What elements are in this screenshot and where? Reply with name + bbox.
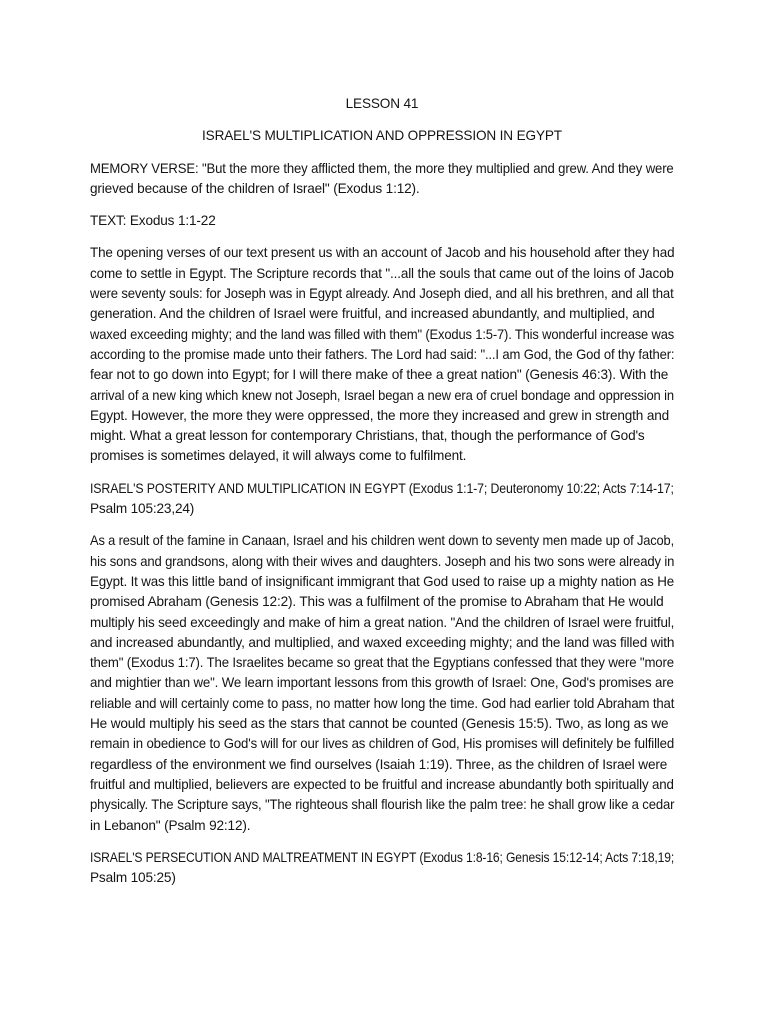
paragraph-line: Egypt. It was this little band of insignificant immigrant that God used to raise up a mighty nation as He <box>90 573 675 589</box>
spacer <box>90 114 674 126</box>
paragraph-line: arrival of a new king which knew not Joseph, Israel began a new era of cruel bondage and oppression in <box>90 387 674 403</box>
spacer <box>90 836 674 848</box>
spacer <box>90 199 674 211</box>
section-heading-line: Psalm 105:25) <box>90 870 176 886</box>
paragraph-line: fear not to go down into Egypt; for I will there make of thee a great nation" (Genesis 46:3). With the <box>90 367 669 383</box>
paragraph-line: multiply his seed exceedingly and make of him a great nation. "And the children of Israel were fruitful, <box>90 614 675 630</box>
paragraph-line: regardless of the environment we find ourselves (Isaiah 1:19). Three, as the children of Israel were <box>90 756 668 772</box>
paragraph-line: reliable and will certainly come to pass, no matter how long the time. God had earlier told Abraham that <box>90 695 675 711</box>
paragraph-line: and mightier than we". We learn important lessons from this growth of Israel: One, God's promises are <box>90 675 674 691</box>
section-heading-posterity <box>90 479 674 520</box>
section-heading-line: Psalm 105:23,24) <box>90 501 195 517</box>
paragraph-line: waxed exceeding mighty; and the land was filled with them" (Exodus 1:5-7). This wonderful increase was <box>90 326 675 342</box>
memory-verse-line: grieved because of the children of Israel" (Exodus 1:12). <box>90 180 420 196</box>
paragraph-line: fruitful and multiplied, believers are expected to be fruitful and increase abundantly both spiritually and <box>90 776 674 792</box>
paragraph-line: remain in obedience to God's will for our lives as children of God, His promises will definitely be fulfilled <box>90 736 675 752</box>
paragraph-line: them" (Exodus 1:7). The Israelites became so great that the Egyptians confessed that they were "more <box>90 655 674 671</box>
paragraph-line: according to the promise made unto their fathers. The Lord had said: "...I am God, the God of thy father: <box>90 346 675 362</box>
section-heading-line: ISRAEL'S PERSECUTION AND MALTREATMENT IN EGYPT (Exodus 1:8-16; Genesis 15:12-14; Acts 7:18,19; <box>90 849 675 865</box>
paragraph-line: promises is sometimes delayed, it will always come to fulfilment. <box>90 448 467 464</box>
memory-verse-line: MEMORY VERSE: "But the more they afflicted them, the more they multiplied and grew. And they were <box>90 160 674 176</box>
paragraph-line: come to settle in Egypt. The Scripture records that "...all the souls that came out of the loins of Jacob <box>90 265 674 281</box>
paragraph-line: and increased abundantly, and multiplied, and waxed exceeding mighty; and the land was filled with <box>90 634 675 650</box>
paragraph-line: He would multiply his seed as the stars that cannot be counted (Genesis 15:5). Two, as long as we <box>90 716 669 732</box>
paragraph-line: physically. The Scripture says, "The righteous shall flourish like the palm tree: he shall grow like a cedar <box>90 797 675 813</box>
paragraph-line: promised Abraham (Genesis 12:2). This was a fulfilment of the promise to Abraham that He would <box>90 594 664 610</box>
lesson-label: LESSON 41 <box>345 96 419 111</box>
section-heading-persecution <box>90 848 674 889</box>
spacer <box>90 467 674 479</box>
memory-verse <box>90 159 674 200</box>
spacer <box>90 231 674 243</box>
text-reference: TEXT: Exodus 1:1-22 <box>90 213 216 229</box>
section-heading-line: ISRAEL'S POSTERITY AND MULTIPLICATION IN EGYPT (Exodus 1:1-7; Deuteronomy 10:22; Acts 7:14-17; <box>90 480 674 496</box>
document-page <box>90 94 674 888</box>
paragraph-line: were seventy souls: for Joseph was in Egypt already. And Joseph died, and all his brethren, and all that <box>90 286 674 302</box>
intro-paragraph <box>90 243 674 466</box>
paragraph-line: As a result of the famine in Canaan, Israel and his children went down to seventy men made up of Jacob, <box>90 533 675 549</box>
paragraph-line: generation. And the children of Israel were fruitful, and increased abundantly, and multiplied, and <box>90 306 655 322</box>
section-paragraph-posterity <box>90 531 674 835</box>
paragraph-line: might. What a great lesson for contemporary Christians, that, though the performance of God's <box>90 428 645 444</box>
spacer <box>90 147 674 159</box>
paragraph-line: The opening verses of our text present us with an account of Jacob and his household after they had <box>90 245 675 261</box>
paragraph-line: in Lebanon" (Psalm 92:12). <box>90 817 251 833</box>
paragraph-line: Egypt. However, the more they were oppressed, the more they increased and grew in strength and <box>90 407 670 423</box>
paragraph-line: his sons and grandsons, along with their wives and daughters. Joseph and his two sons were already in <box>90 553 675 569</box>
spacer <box>90 519 674 531</box>
lesson-title: ISRAEL'S MULTIPLICATION AND OPPRESSION IN EGYPT <box>202 128 562 144</box>
